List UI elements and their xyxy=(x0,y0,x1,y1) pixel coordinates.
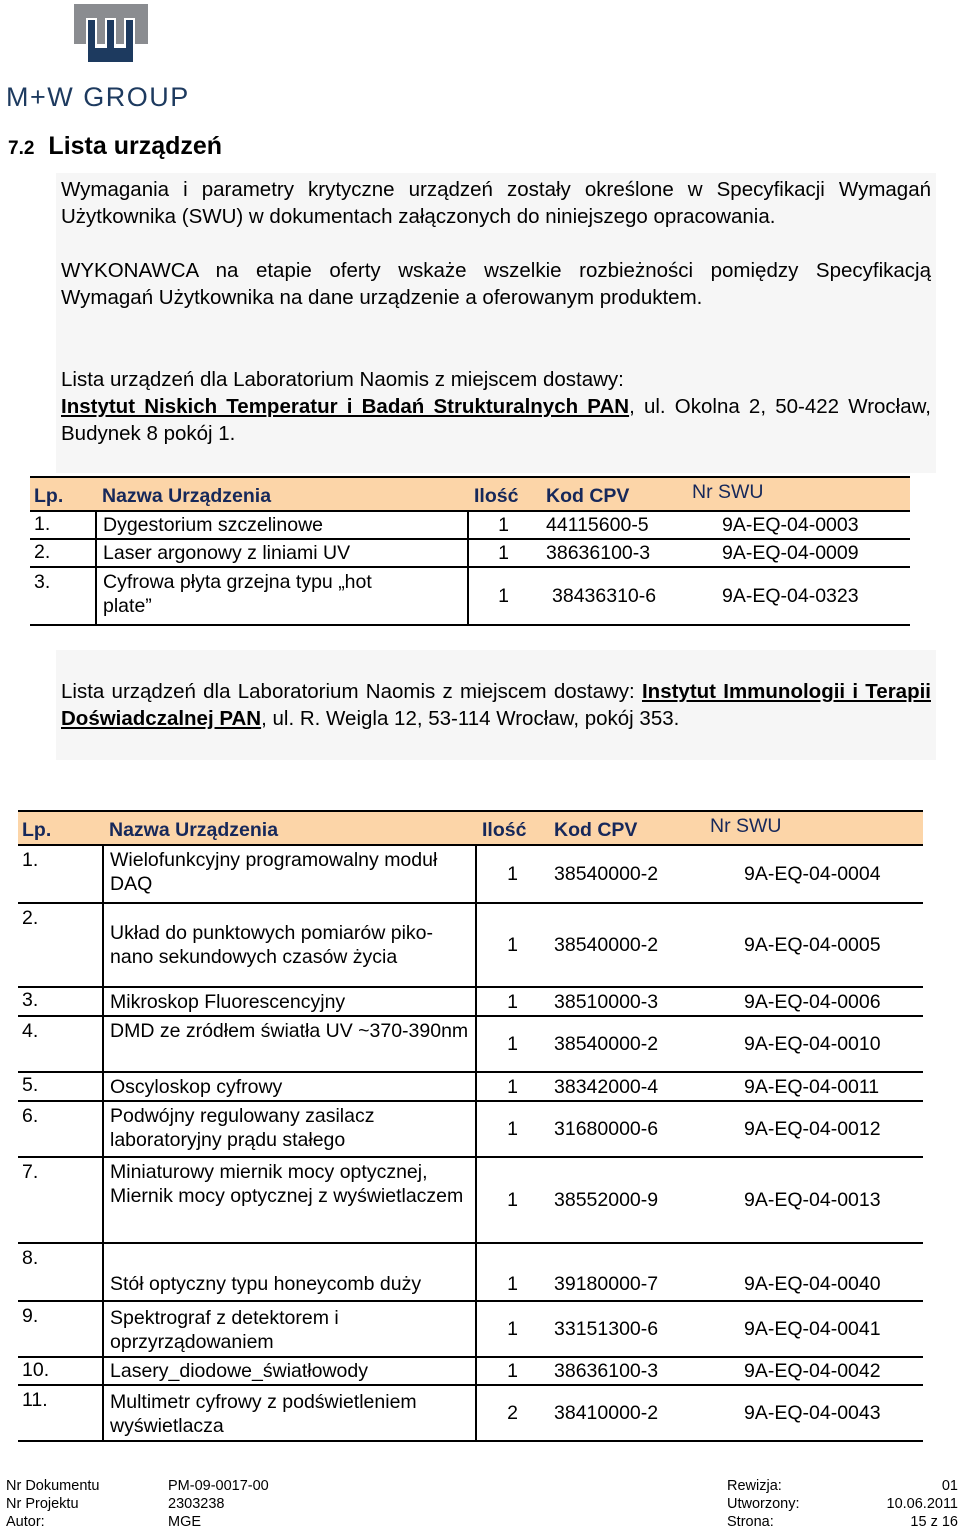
row-lp: 1. xyxy=(30,511,96,539)
table-row xyxy=(18,1357,923,1385)
row-swu: 9A-EQ-04-0042 xyxy=(690,1357,923,1385)
delivery-address: , ul. R. Weigla 12, 53-114 Wrocław, pokój 353. xyxy=(261,707,680,730)
row-lp: 10. xyxy=(18,1357,103,1385)
footer-doc-label: Nr Dokumentu xyxy=(6,1478,100,1494)
delivery-intro: Lista urządzeń dla Laboratorium Naomis z miejscem dostawy: xyxy=(61,368,624,391)
row-lp: 8. xyxy=(18,1243,103,1301)
table-row xyxy=(18,1016,923,1072)
row-cpv: 38410000-2 xyxy=(548,1385,690,1441)
footer-author-label: Autor: xyxy=(6,1514,45,1530)
row-cpv: 38540000-2 xyxy=(548,845,690,903)
header-lp: Lp. xyxy=(18,811,103,845)
row-swu: 9A-EQ-04-0013 xyxy=(690,1157,923,1243)
row-cpv: 38636100-3 xyxy=(548,1357,690,1385)
table-row xyxy=(18,1101,923,1157)
table-row xyxy=(18,1301,923,1357)
company-logo-icon xyxy=(74,4,148,62)
delivery-intro: Lista urządzeń dla Laboratorium Naomis z miejscem dostawy: xyxy=(61,680,642,703)
page-footer xyxy=(6,1477,958,1531)
row-lp: 11. xyxy=(18,1385,103,1441)
footer-page-value: 15 z 16 xyxy=(910,1514,958,1530)
delivery-paragraph-2 xyxy=(61,678,931,732)
row-lp: 9. xyxy=(18,1301,103,1357)
row-qty: 1 xyxy=(476,1072,548,1101)
row-name: Układ do punktowych pomiarów piko-nano sekundowych czasów życia xyxy=(103,903,476,987)
row-swu: 9A-EQ-04-0323 xyxy=(682,567,910,625)
row-name: DMD ze zródłem światła UV ~370-390nm xyxy=(103,1016,476,1072)
footer-created-label: Utworzony: xyxy=(727,1496,800,1512)
row-qty: 1 xyxy=(468,511,538,539)
devices-table-1 xyxy=(30,476,910,626)
row-lp: 2. xyxy=(18,903,103,987)
section-title: Lista urządzeń xyxy=(48,132,223,160)
row-swu: 9A-EQ-04-0011 xyxy=(690,1072,923,1101)
row-swu: 9A-EQ-04-0003 xyxy=(682,511,910,539)
row-qty: 1 xyxy=(476,1101,548,1157)
table-row xyxy=(18,1157,923,1243)
row-cpv: 38540000-2 xyxy=(548,903,690,987)
row-swu: 9A-EQ-04-0040 xyxy=(690,1243,923,1301)
requirements-paragraph: Wymagania i parametry krytyczne urządzeń zostały określone w Specyfikacji Wymagań Użytkownika (SWU) w dokumentach załączonych do niniejszego opracowania. xyxy=(61,178,931,228)
row-name: Multimetr cyfrowy z podświetleniem wyświetlacza xyxy=(103,1385,476,1441)
table-row xyxy=(30,511,910,539)
row-swu: 9A-EQ-04-0005 xyxy=(690,903,923,987)
row-lp: 2. xyxy=(30,539,96,567)
row-cpv: 31680000-6 xyxy=(548,1101,690,1157)
header-swu: Nr SWU xyxy=(682,477,910,511)
table-header-row xyxy=(18,811,923,845)
footer-proj-label: Nr Projektu xyxy=(6,1496,79,1512)
row-cpv: 44115600-5 xyxy=(538,511,682,539)
footer-created-value: 10.06.2011 xyxy=(886,1496,958,1512)
devices-table-2 xyxy=(18,810,923,1442)
table-row xyxy=(18,987,923,1016)
row-lp: 3. xyxy=(30,567,96,625)
row-name: Laser argonowy z liniami UV xyxy=(96,539,468,567)
company-logo-text: M+W GROUP xyxy=(6,82,190,112)
delivery-paragraph-1 xyxy=(61,366,931,447)
table-header-row xyxy=(30,477,910,511)
header-name: Nazwa Urządzenia xyxy=(103,811,476,845)
header-swu: Nr SWU xyxy=(690,811,923,845)
row-cpv: 38510000-3 xyxy=(548,987,690,1016)
row-qty: 1 xyxy=(468,567,538,625)
row-swu: 9A-EQ-04-0004 xyxy=(690,845,923,903)
row-cpv: 38552000-9 xyxy=(548,1157,690,1243)
footer-author-value: MGE xyxy=(168,1514,202,1530)
row-name: Oscyloskop cyfrowy xyxy=(103,1072,476,1101)
section-number: 7.2 xyxy=(8,138,35,159)
institute-name: Instytut Immunologii i Terapii Doświadczalnej PAN xyxy=(61,680,931,730)
row-name: Stół optyczny typu honeycomb duży xyxy=(103,1243,476,1301)
row-name: Dygestorium szczelinowe xyxy=(96,511,468,539)
row-lp: 1. xyxy=(18,845,103,903)
row-lp: 4. xyxy=(18,1016,103,1072)
row-qty: 1 xyxy=(476,1016,548,1072)
table-row xyxy=(18,1385,923,1441)
row-qty: 1 xyxy=(476,903,548,987)
header-name: Nazwa Urządzenia xyxy=(96,477,468,511)
row-cpv: 33151300-6 xyxy=(548,1301,690,1357)
footer-proj-value: 2303238 xyxy=(168,1496,225,1512)
row-name: Wielofunkcyjny programowalny moduł DAQ xyxy=(103,845,476,903)
row-cpv: 38342000-4 xyxy=(548,1072,690,1101)
table-row xyxy=(30,539,910,567)
row-qty: 2 xyxy=(476,1385,548,1441)
row-qty: 1 xyxy=(468,539,538,567)
row-cpv: 39180000-7 xyxy=(548,1243,690,1301)
row-qty: 1 xyxy=(476,845,548,903)
row-swu: 9A-EQ-04-0006 xyxy=(690,987,923,1016)
row-qty: 1 xyxy=(476,987,548,1016)
header-cpv: Kod CPV xyxy=(548,811,690,845)
row-lp: 5. xyxy=(18,1072,103,1101)
row-lp: 7. xyxy=(18,1157,103,1243)
row-name: Spektrograf z detektorem i oprzyrządowaniem xyxy=(103,1301,476,1357)
delivery-address: , ul. Okolna 2, 50-422 Wrocław, Budynek 8 pokój 1. xyxy=(61,395,931,445)
row-lp: 6. xyxy=(18,1101,103,1157)
header-qty: Ilość xyxy=(468,477,538,511)
row-qty: 1 xyxy=(476,1301,548,1357)
table-row xyxy=(30,567,910,625)
footer-rev-label: Rewizja: xyxy=(727,1478,782,1494)
row-qty: 1 xyxy=(476,1243,548,1301)
row-swu: 9A-EQ-04-0009 xyxy=(682,539,910,567)
row-swu: 9A-EQ-04-0041 xyxy=(690,1301,923,1357)
header-qty: Ilość xyxy=(476,811,548,845)
section-heading xyxy=(8,132,222,161)
contractor-paragraph: WYKONAWCA na etapie oferty wskaże wszelkie rozbieżności pomiędzy Specyfikacją Wymagań Użytkownika na dane urządzenie a oferowanym produktem. xyxy=(61,259,931,309)
table-row xyxy=(18,1243,923,1301)
header-cpv: Kod CPV xyxy=(538,477,682,511)
row-cpv: 38540000-2 xyxy=(548,1016,690,1072)
table-row xyxy=(18,1072,923,1101)
row-cpv: 38636100-3 xyxy=(538,539,682,567)
row-qty: 1 xyxy=(476,1157,548,1243)
row-lp: 3. xyxy=(18,987,103,1016)
table-row xyxy=(18,903,923,987)
row-swu: 9A-EQ-04-0043 xyxy=(690,1385,923,1441)
row-qty: 1 xyxy=(476,1357,548,1385)
row-name: Cyfrowa płyta grzejna typu „hot plate” xyxy=(96,567,468,625)
row-swu: 9A-EQ-04-0012 xyxy=(690,1101,923,1157)
table-row xyxy=(18,845,923,903)
row-name: Podwójny regulowany zasilacz laboratoryjny prądu stałego xyxy=(103,1101,476,1157)
header-lp: Lp. xyxy=(30,477,96,511)
row-swu: 9A-EQ-04-0010 xyxy=(690,1016,923,1072)
footer-rev-value: 01 xyxy=(941,1478,958,1494)
footer-doc-value: PM-09-0017-00 xyxy=(168,1478,269,1494)
row-name: Miniaturowy miernik mocy optycznej, Miernik mocy optycznej z wyświetlaczem xyxy=(103,1157,476,1243)
institute-name: Instytut Niskich Temperatur i Badań Strukturalnych PAN xyxy=(61,395,630,418)
row-name: Mikroskop Fluorescencyjny xyxy=(103,987,476,1016)
row-name: Lasery_diodowe_światłowody xyxy=(103,1357,476,1385)
footer-page-label: Strona: xyxy=(727,1514,774,1530)
row-cpv: 38436310-6 xyxy=(538,567,682,625)
